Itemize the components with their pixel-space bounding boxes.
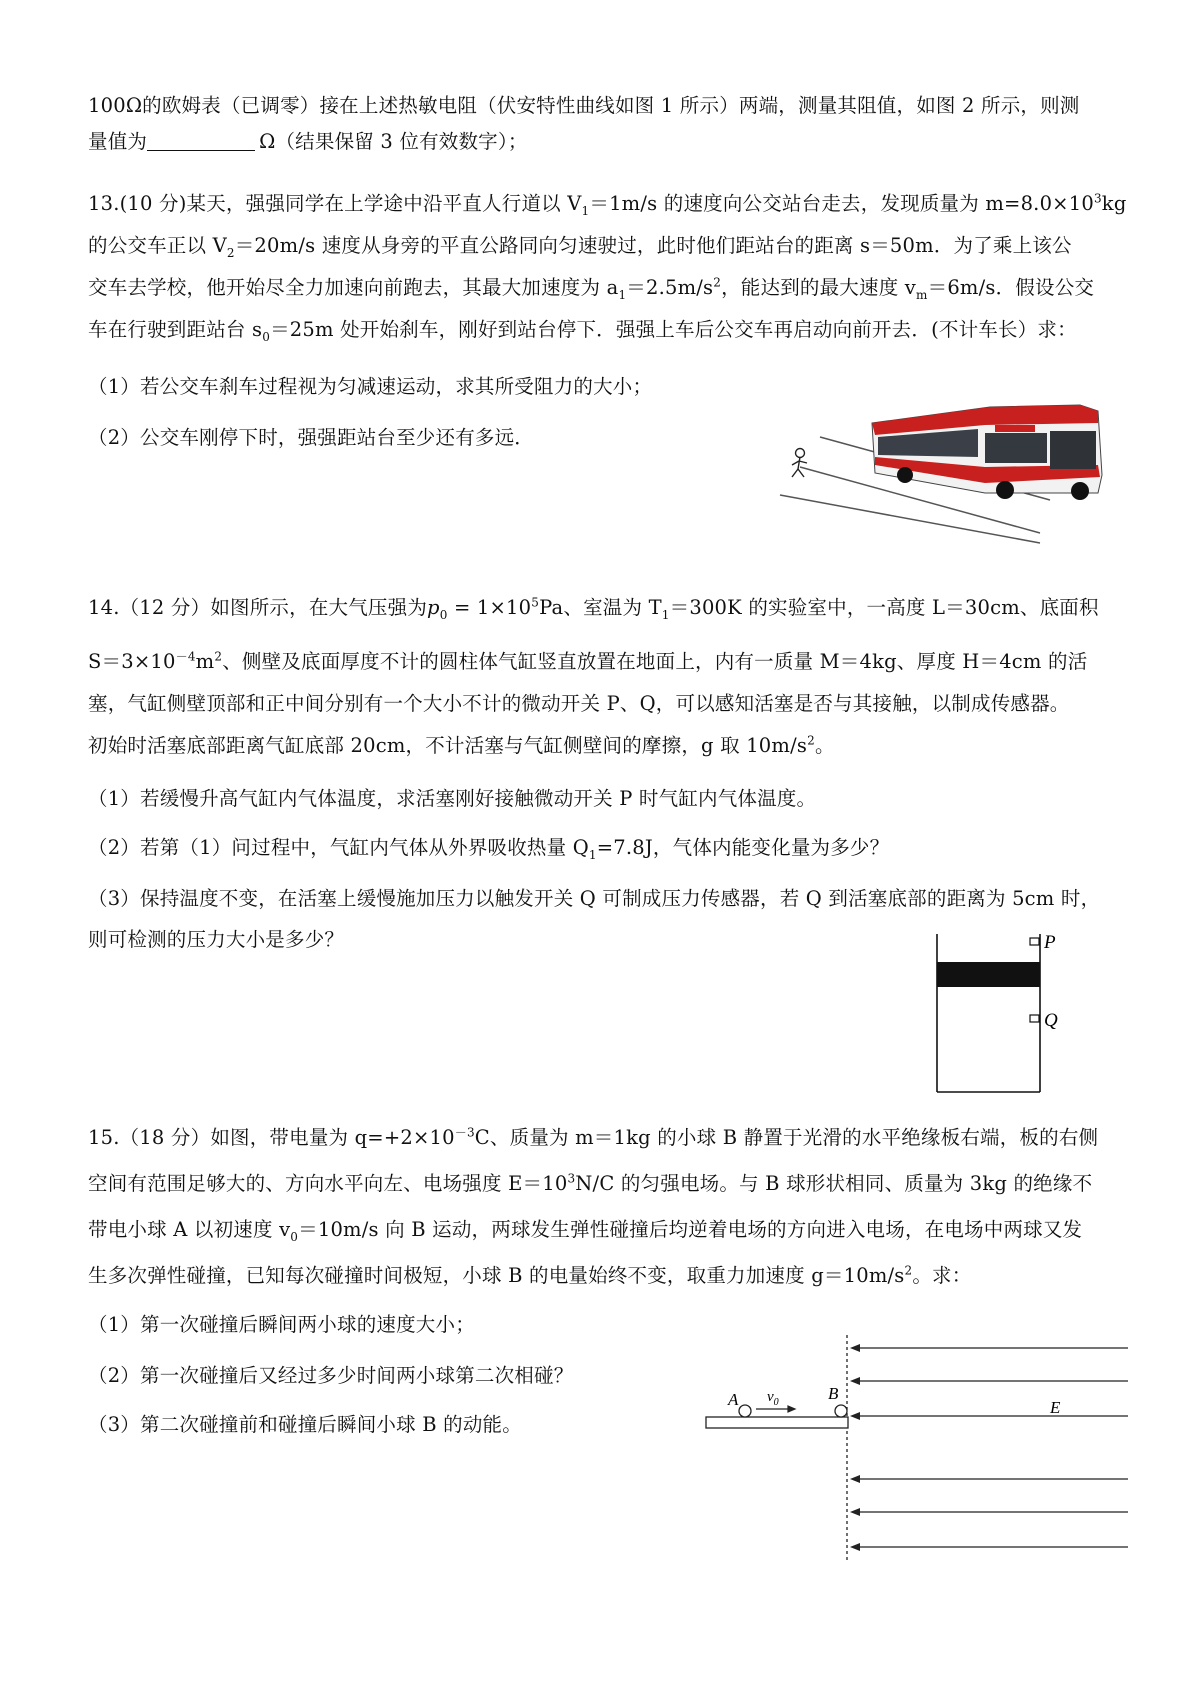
q13-text: ＝6m/s．假设公交 — [927, 276, 1095, 299]
q15-text: 带电小球 A 以初速度 v — [88, 1218, 291, 1241]
subscript: 0 — [262, 329, 271, 344]
subscript: 1 — [588, 847, 597, 862]
q12-line-1 — [88, 92, 1130, 120]
subscript: 0 — [439, 607, 448, 622]
q14-sub-3 — [88, 885, 1130, 913]
q14-subquestion-2: =7.8J，气体内能变化量为多少？ — [596, 836, 890, 859]
switch-q-icon — [1030, 1015, 1039, 1022]
q14-line-2 — [88, 648, 1130, 676]
q13-subquestion-2: （2）公交车刚停下时，强强距站台至少还有多远． — [88, 426, 535, 449]
q13-text: 的公交车正以 V — [88, 234, 227, 257]
field-line-arrow — [850, 1377, 1128, 1385]
subscript: 2 — [226, 245, 235, 260]
q12-text-2a: 量值为 — [88, 130, 148, 153]
q14-text: 14.（12 分）如图所示，在大气压强为 — [88, 596, 428, 619]
q14-subquestion-1: （1）若缓慢升高气缸内气体温度，求活塞刚好接触微动开关 P 时气缸内气体温度。 — [88, 787, 817, 810]
subscript: 1 — [618, 287, 627, 302]
q14-text: 、侧壁及底面厚度不计的圆柱体气缸竖直放置在地面上，内有一质量 M＝4kg、厚度 H＝4cm 的活 — [222, 650, 1088, 673]
q14-sub-1 — [88, 785, 1130, 813]
q13-text: 交车去学校，他开始尽全力加速向前跑去，其最大加速度为 a — [88, 276, 619, 299]
q14-line-4 — [88, 732, 1130, 760]
field-lines — [850, 1344, 1128, 1551]
q15-text: N/C 的匀强电场。与 B 球形状相同、质量为 3kg 的绝缘不 — [575, 1172, 1093, 1195]
q13-text: ，能达到的最大速度 v — [721, 276, 917, 299]
piston — [937, 962, 1040, 987]
label-b: B — [828, 1384, 839, 1403]
field-line-arrow — [850, 1475, 1128, 1483]
q13-line-2 — [88, 232, 1130, 260]
superscript: 2 — [713, 275, 722, 290]
field-line-arrow — [850, 1508, 1128, 1516]
superscript: －4 — [175, 649, 196, 664]
q14-text: 。 — [814, 734, 835, 757]
switch-p-icon — [1030, 938, 1039, 945]
q12-text-2b: Ω（结果保留 3 位有效数字）； — [259, 130, 528, 153]
q12-line-2 — [88, 128, 1130, 156]
q15-text: C、质量为 m＝1kg 的小球 B 静置于光滑的水平绝缘板右端，板的右侧 — [474, 1126, 1099, 1149]
q15-line-4 — [88, 1262, 1130, 1290]
q13-line-1 — [88, 190, 1130, 218]
superscript: 5 — [531, 595, 540, 610]
bus-icon — [872, 405, 1102, 500]
insulating-board — [706, 1417, 848, 1428]
ball-a — [739, 1405, 751, 1417]
q13-text: 车在行驶到距站台 s — [88, 318, 263, 341]
q15-line-1 — [88, 1124, 1130, 1152]
q15-line-2 — [88, 1170, 1130, 1198]
q15-subquestion-1: （1）第一次碰撞后瞬间两小球的速度大小； — [88, 1313, 475, 1336]
stick-figure-icon — [792, 449, 807, 478]
q14-sub-2 — [88, 834, 1130, 862]
q15-text: 空间有范围足够大的、方向水平向左、电场强度 E＝10 — [88, 1172, 568, 1195]
subscript: 1 — [581, 203, 590, 218]
cylinder-figure — [930, 930, 1070, 1100]
superscript: 3 — [1093, 191, 1102, 206]
subscript: m — [916, 287, 928, 302]
q13-subquestion-1: （1）若公交车刹车过程视为匀减速运动，求其所受阻力的大小； — [88, 375, 653, 398]
q14-text: p — [427, 596, 440, 619]
electric-field-figure — [700, 1335, 1130, 1560]
field-line-arrow — [850, 1344, 1128, 1352]
superscript: 2 — [214, 649, 223, 664]
subscript: 0 — [290, 1229, 299, 1244]
label-a: A — [728, 1390, 739, 1409]
q15-text: ＝10m/s 向 B 运动，两球发生弹性碰撞后均逆着电场的方向进入电场，在电场中两球又发 — [298, 1218, 1083, 1241]
q13-line-4 — [88, 316, 1130, 344]
q15-subquestion-2: （2）第一次碰撞后又经过多少时间两小球第二次相碰？ — [88, 1364, 574, 1387]
bus-illustration — [780, 395, 1125, 545]
q14-text: S＝3×10 — [88, 650, 176, 673]
q14-subquestion-2: （2）若第（1）问过程中，气缸内气体从外界吸收热量 Q — [88, 836, 589, 859]
q15-line-3 — [88, 1216, 1130, 1244]
q14-text: 初始时活塞底部距离气缸底部 20cm，不计活塞与气缸侧壁间的摩擦，g 取 10m/s — [88, 734, 808, 757]
q14-subquestion-3: （3）保持温度不变，在活塞上缓慢施加压力以触发开关 Q 可制成压力传感器，若 Q 到活塞底部的距离为 5cm 时， — [88, 887, 1101, 910]
q14-line-1 — [88, 594, 1130, 622]
q14-subquestion-3-cont: 则可检测的压力大小是多少？ — [88, 928, 345, 951]
superscript: 2 — [807, 733, 815, 748]
superscript: 2 — [904, 1263, 913, 1278]
q14-text: 、室温为 T — [563, 596, 662, 619]
q15-text: 生多次弹性碰撞，已知每次碰撞时间极短，小球 B 的电量始终不变，取重力加速度 g＝10m/s — [88, 1264, 905, 1287]
q13-text: 13.(10 分)某天，强强同学在上学途中沿平直人行道以 V — [88, 192, 582, 215]
label-p: P — [1044, 932, 1056, 953]
q15-text: 。求： — [912, 1264, 972, 1287]
q14-text: Pa — [539, 596, 564, 619]
superscript: 3 — [567, 1171, 576, 1186]
answer-blank — [147, 130, 255, 151]
ball-b — [835, 1405, 847, 1417]
q13-text: ＝20m/s 速度从身旁的平直公路同向匀速驶过，此时他们距站台的距离 s＝50m．为了乘上该公 — [234, 234, 1072, 257]
q14-text: m — [195, 650, 215, 673]
field-line-arrow — [850, 1543, 1128, 1551]
q13-line-3 — [88, 274, 1130, 302]
q15-subquestion-3: （3）第二次碰撞前和碰撞后瞬间小球 B 的动能。 — [88, 1413, 522, 1436]
cylinder-outline — [937, 934, 1040, 1092]
field-line-arrow — [850, 1412, 1128, 1420]
label-v0: $v_0$ — [767, 1389, 779, 1408]
q12-text-1: 100Ω的欧姆表（已调零）接在上述热敏电阻（伏安特性曲线如图 1 所示）两端，测量其阻值，如图 2 所示，则测 — [88, 94, 1080, 117]
q13-text: kg — [1101, 192, 1127, 215]
q13-text: ＝25m 处开始刹车，刚好到站台停下．强强上车后公交车再启动向前开去．(不计车长）求： — [270, 318, 1077, 341]
q14-line-3 — [88, 690, 1130, 718]
superscript: －3 — [454, 1125, 475, 1140]
q14-text: = 1×10 — [447, 596, 532, 619]
q14-text: 塞，气缸侧壁顶部和正中间分别有一个大小不计的微动开关 P、Q，可以感知活塞是否与其接触，以制成传感器。 — [88, 692, 1070, 715]
label-e: E — [1050, 1398, 1061, 1417]
subscript: 1 — [661, 607, 670, 622]
q13-text: ＝1m/s 的速度向公交站台走去，发现质量为 m=8.0×10 — [589, 192, 1094, 215]
q13-text: ＝2.5m/s — [626, 276, 714, 299]
q15-text: 15.（18 分）如图，带电量为 q=+2×10 — [88, 1126, 455, 1149]
q14-text: ＝300K 的实验室中，一高度 L＝30cm、底面积 — [669, 596, 1099, 619]
label-q: Q — [1044, 1010, 1058, 1031]
